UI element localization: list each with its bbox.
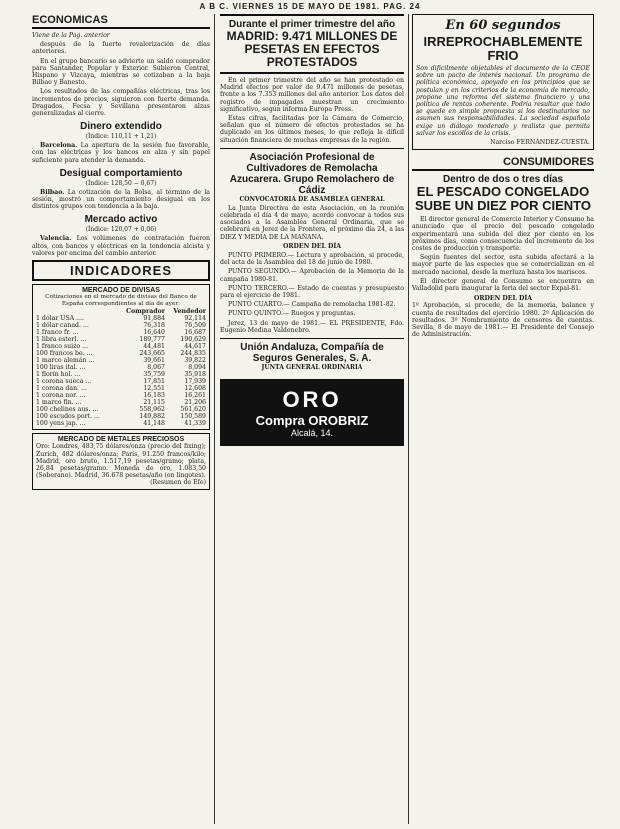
market-city: Bilbao.: [40, 188, 65, 196]
table-title: MERCADO DE METALES PRECIOSOS: [57, 436, 185, 444]
notice-subtitle: CONVOCATORIA DE ASAMBLEA GENERAL: [239, 195, 385, 203]
headline: EL PESCADO CONGELADO SUBE UN DIEZ POR CIENTO: [414, 184, 591, 214]
buy-rate: 16,183: [143, 392, 165, 400]
buy-rate: 8,067: [147, 364, 165, 372]
table-subtitle: Cotizaciones en el mercado de divisas del Banco de España correspondientes al día de ayer:: [45, 294, 197, 308]
market-index: (Índice: 110,11 + 1,21): [85, 133, 157, 141]
table-row: [36, 413, 206, 420]
buy-rate: 91,884: [143, 315, 165, 323]
table-row: [36, 350, 206, 357]
market-index: (Índice: 120,07 + 0,06): [85, 226, 157, 234]
table-row: [36, 399, 206, 406]
paragraph: PUNTO QUINTO.— Ruegos y preguntas.: [228, 310, 356, 318]
buy-rate: 17,851: [143, 378, 165, 386]
currency-table: [32, 284, 210, 430]
currency-name: 1 corona sueca ...: [36, 378, 92, 386]
orobriz-ad: [220, 379, 404, 446]
notice-title: Unión Andaluza, Compañía de Seguros Generales, S. A.: [220, 338, 404, 364]
sell-rate: 12,608: [184, 385, 206, 393]
currency-name: 1 corona nor. ...: [36, 392, 86, 400]
ad-line: Alcalá, 14.: [290, 428, 334, 439]
market-city: Barcelona.: [40, 142, 78, 150]
currency-name: 1 florín hol. ...: [36, 371, 81, 379]
sell-rate: 41,339: [184, 420, 206, 428]
sixty-seconds-box: [412, 14, 594, 150]
currency-name: 100 francos be. ...: [36, 350, 93, 358]
currency-name: 1 marco alemán ...: [36, 357, 95, 365]
notice-subtitle: JUNTA GENERAL ORDINARIA: [261, 364, 363, 372]
table-row: [36, 420, 206, 427]
sell-rate: 44,617: [184, 343, 206, 351]
sell-rate: 17,939: [184, 378, 206, 386]
sell-rate: 76,509: [184, 322, 206, 330]
table-title: MERCADO DE DIVISAS: [82, 287, 160, 295]
buy-rate: 12,551: [143, 385, 165, 393]
buy-rate: 243,665: [139, 350, 165, 358]
indicators-banner: INDICADORES: [32, 260, 210, 281]
market-headline: Mercado activo: [84, 214, 158, 226]
market-city: Valencia.: [40, 235, 72, 243]
currency-name: 100 yens jap. ...: [36, 420, 86, 428]
sell-rate: 8,094: [188, 364, 206, 372]
column-rule: [214, 14, 215, 824]
market-index: (Índice: 128,50 − 0,67): [85, 179, 157, 187]
sell-rate: 39,822: [184, 357, 206, 365]
currency-name: 100 chelines aus. ...: [36, 406, 99, 414]
ad-line: Compra OROBRIZ: [255, 413, 369, 429]
section-title: CONSUMIDORES: [412, 156, 594, 171]
sell-rate: 150,589: [180, 413, 206, 421]
sell-rate: 35,918: [184, 371, 206, 379]
market-text: La cotización de la Bolsa, al término de la sesión, mostró un comportamiento desigual en los distintos grupos con tendencia a la baja.: [32, 188, 210, 211]
intro-text: [32, 41, 210, 117]
paragraph: PUNTO CUARTO.— Campaña de remolacha 1981-82.: [228, 301, 396, 309]
buy-rate: 558,962: [139, 406, 165, 414]
headline: MADRID: 9.471 MILLONES DE PESETAS EN EFECTOS PROTESTADOS: [226, 29, 398, 69]
buy-rate: 35,759: [143, 371, 165, 379]
sell-rate: 244,835: [180, 350, 206, 358]
article-body: Son dificilmente objetables el documento de la CEOE sobre un pacto de interés nacional. Un programa de política económica, apoyado en los principios que se postulan y en los criterios de la economía de mercado, propone una reforma del sistema financiero y una política de rentas coherente. Podría resultar que todo se quede en simple propuesta si los destinatarios no asumen sus responsabilidades. La sociedad española exige un diálogo moderado y realista que permita salvar los escollos de la crisis.: [416, 65, 590, 137]
paragraph: En el primer trimestre del año se han protestado en Madrid efectos por valor de 9.471 millones de pesetas, frente a los 7.353 millones del año anterior. Los datos del registro de impagados muestran un crecimiento significativo, según informa Europa Press.: [220, 77, 404, 113]
currency-name: 1 franco suizo ...: [36, 343, 88, 351]
sell-rate: 16,687: [184, 329, 206, 337]
paragraph: El director general de Consumo se encuentra en Valladolid para inaugurar la feria del sector Expal-81.: [412, 277, 594, 293]
article-body: [412, 216, 594, 292]
currency-name: 1 dólar canad. ...: [36, 322, 89, 330]
buy-rate: 16,640: [143, 329, 165, 337]
paragraph: Los resultados de las compañías eléctricas, tras los incrementos de precios, siguieron con fuerte demanda. Dragados, Fecsa y Sevillana presentaron alzas generalizadas al cierre.: [32, 88, 210, 118]
ad-line: ORO: [282, 387, 342, 413]
currency-name: 100 liras ital. ...: [36, 364, 86, 372]
sell-rate: 190,629: [180, 336, 206, 344]
column-news: [220, 14, 404, 446]
sell-rate: 561,620: [180, 406, 206, 414]
section-title: ECONOMICAS: [32, 14, 210, 29]
currency-name: 1 franco fr. ...: [36, 329, 79, 337]
paragraph: El director general de Comercio Interior y Consumo ha anunciado que el precio del pescado congelado experimentará una subida del diez por ciento en los próximos días, como consecuencia del incremento de los costes de producción y transporte.: [412, 216, 594, 253]
column-header: Vendedor: [173, 308, 206, 316]
article-body: [220, 77, 404, 144]
kicker: Durante el primer trimestre del año: [228, 19, 396, 30]
paragraph: PUNTO TERCERO.— Estado de cuentas y presupuesto para el ejercicio de 1981.: [220, 284, 404, 300]
paragraph: después de la fuerte revalorización de días anteriores.: [32, 41, 210, 56]
sell-rate: 92,114: [184, 315, 206, 323]
paragraph: Según fuentes del sector, esta subida afectará a la mayor parte de las especies que se comercializan en el mercado nacional, desde la merluza hasta los mariscos.: [412, 254, 594, 276]
signature: Narciso FERNÁNDEZ-CUESTA.: [490, 139, 590, 147]
column-header: Comprador: [126, 308, 165, 316]
table-row: [36, 371, 206, 378]
table-row: [36, 385, 206, 392]
column-rule: [408, 14, 409, 824]
order-text: 1º Aprobación, si procede, de la memoria, balance y cuenta de resultados del ejercicio 1980. 2º Aplicación de resultados. 3º Nombramiento de censores de cuentas. Sevilla, 8 de mayo de 1981.— El Presidente del Consejo de Administración.: [412, 302, 594, 339]
table-row: [36, 357, 206, 364]
table-row: [36, 343, 206, 350]
page-header: A B C. VIERNES 15 DE MAYO DE 1981. PAG. 24: [199, 2, 421, 11]
table-row: [36, 392, 206, 399]
currency-name: 1 marco fin. ...: [36, 399, 82, 407]
paragraph: En el grupo bancario se advierte un saldo comprador para Santander, Popular y Exterior. Subieron Central, Hispano y Vizcaya, mientras se cotizaban a la baja Bilbao y Banesto.: [32, 57, 210, 87]
buy-rate: 41,148: [143, 420, 165, 428]
order-title: ORDEN DEL DÍA: [473, 295, 533, 303]
market-headline: Desigual comportamiento: [59, 167, 183, 179]
column-opinion: [412, 14, 594, 338]
buy-rate: 76,318: [143, 322, 165, 330]
sell-rate: 16,261: [184, 392, 206, 400]
currency-name: 1 libra esterl. ...: [36, 336, 87, 344]
section-logo: En 60 segundos: [445, 18, 561, 33]
table-row: [36, 315, 206, 322]
headline: IRREPROCHABLEMENTE FRIO: [423, 34, 583, 63]
notice-title: Asociación Profesional de Cultivadores de Remolacha Azucarera. Grupo Remolachero de Cádiz: [220, 148, 404, 196]
metals-text: Oro: Londres, 483,75 dólares/onza (precio del fixing); Zurich, 482 dólares/onza; París, 91.250 francos/kilo; Madrid, oro bruto, 1.517,19 pesetas/gramo; plata, 26,84 pesetas/gramo. Moneda de oro, 1.083,50 (Soberano). Madrid, 36.678 pesetas/año (en lingotes).: [36, 443, 206, 480]
table-row: [36, 336, 206, 343]
currency-name: 1 dólar USA ....: [36, 315, 84, 323]
currency-name: 100 escudos port. ...: [36, 413, 100, 421]
metals-box: [32, 433, 210, 489]
buy-rate: 44,481: [143, 343, 165, 351]
paragraph: PUNTO SEGUNDO.— Aprobación de la Memoria de la campaña 1980-81.: [220, 268, 404, 283]
market-text: La apertura de la sesión fue favorable, con las eléctricas y los bancos en alza y sin papel suficiente para atender la demanda.: [32, 142, 210, 164]
order-title: ORDEN DEL DÍA: [282, 242, 342, 250]
notice-body: [220, 205, 404, 334]
paragraph: PUNTO PRIMERO.— Lectura y aprobación, si procede, del acta de la Asamblea del 18 de junio de 1980.: [220, 252, 404, 267]
table-row: [36, 364, 206, 371]
market-text: Los volúmenes de contratación fueron altos, con bancos y eléctricas en la tendencia alcista y valores por encima del cambio anterior.: [32, 235, 211, 257]
table-row: [36, 378, 206, 385]
table-row: [36, 322, 206, 329]
buy-rate: 149,882: [139, 413, 165, 421]
paragraph: La Junta Directiva de esta Asociación, en la reunión celebrada el día 4 de mayo, acordó convocar a todos sus asociados a la Asamblea General Ordinaria, que se celebrará en Jerez de la Frontera, el próximo día 24, a las DIEZ Y MEDIA DE LA MAÑANA.: [220, 204, 404, 241]
currency-name: 1 corona dan. ...: [36, 385, 87, 393]
kicker: Dentro de dos o tres días: [442, 174, 564, 186]
column-economicas: [32, 14, 210, 490]
buy-rate: 21,115: [143, 399, 165, 407]
paragraph: Estas cifras, facilitadas por la Cámara de Comercio, señalan que el número de efectos protestados se ha duplicado en los últimos meses, lo que refleja la difícil situación financiera de muchas empresas de la región.: [220, 115, 404, 144]
buy-rate: 189,777: [139, 336, 165, 344]
buy-rate: 39,661: [143, 357, 165, 365]
market-headline: Dinero extendido: [80, 121, 162, 133]
paragraph: Jerez, 13 de mayo de 1981.— EL PRESIDENTE, Fdo. Eugenio Medina Valdenebro.: [220, 319, 404, 334]
table-row: [36, 329, 206, 336]
sell-rate: 21,206: [184, 399, 206, 407]
continuation-byline: Viene de la Pag. anterior: [32, 32, 110, 39]
headline-box: [220, 14, 404, 74]
source-credit: (Resumen de Efe): [150, 479, 206, 487]
table-row: [36, 406, 206, 413]
